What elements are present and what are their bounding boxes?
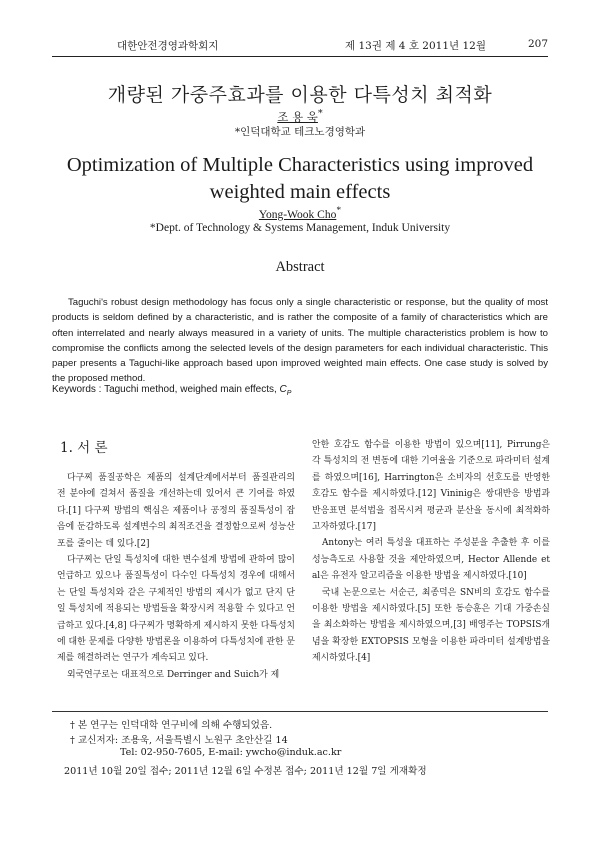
korean-author-mark: *	[317, 108, 323, 119]
footnote-contact: Tel: 02-950-7605, E-mail: ywcho@induk.ac.kr	[120, 747, 342, 758]
paragraph: Antony는 여러 특성을 대표하는 주성분을 추출한 후 이를 성능측도로 사용할 것을 제안하였으며, Hector Allende et al은 유전자 알고리즘을 이용한 방법을 제시하였다.[10]	[312, 538, 550, 582]
paragraph: 다구찌 품질공학은 제품의 설계단계에서부터 품질관리의 전 분야에 걸쳐서 품질을 개선하는데 있어서 큰 기여를 하였다.[1] 다구찌 방법의 핵심은 제품이나 공정의 품질특성이 잡음에 둔감하도록 설계변수의 최적조건을 결정함으로써 성능산포를 줄이는 데 있다.[2]	[57, 473, 295, 549]
footnote-dates: 2011년 10월 20일 접수; 2011년 12월 6일 수정본 접수; 2011년 12월 7일 게재확정	[64, 766, 427, 777]
english-title-line2: weighted main effects	[209, 181, 391, 203]
korean-title: 개량된 가중주효과를 이용한 다특성치 최적화	[107, 84, 493, 106]
paragraph: 안한 호감도 함수를 이용한 방법이 있으며[11], Pirrung은 각 특성치의 전 변동에 대한 기여율을 기준으로 파라미터 설계를 하였으며[16], Harrington은 소비자의 선호도를 반영한 호감도 함수를 제시하였다.[12] Vininig은 쌍대반응 방법과 반응표면 분석법을 접목시켜 평균과 분산을 동시에 최적화하고자하였다.[17]	[312, 440, 550, 533]
footnote-funding: † 본 연구는 인덕대학 연구비에 의해 수행되었음.	[70, 720, 273, 731]
abstract-text: Taguchi's robust design methodology has focus only a single characteristic or response, but the quality of most products is seldom defined by a characteristic, and is rather the composite of a family of characteristics which are often interrelated and nearly always measured in a variety of units. The multiple characteristics problem is how to compromise the conflicts among the selected levels of the design parameters for each individual characteristic. This paper presents a Taguchi-like approach based upon improved weighted main effects. One case study is solved by the proposed method.	[52, 297, 548, 385]
header-rule	[52, 56, 548, 57]
keywords-text: Taguchi method, weighed main effects,	[104, 384, 280, 395]
english-title-line1: Optimization of Multiple Characteristics using improved	[66, 154, 534, 176]
footnote-corresponding: † 교신저자: 조용욱, 서울특별시 노원구 초안산길 14	[70, 735, 288, 746]
page-number: 207	[527, 38, 548, 50]
journal-name: 대한안전경영과학회지	[117, 40, 219, 52]
keywords	[52, 384, 548, 397]
left-column	[57, 470, 295, 683]
korean-author	[0, 108, 600, 125]
section-heading: 1. 서 론	[60, 440, 108, 456]
keywords-label: Keywords :	[52, 384, 105, 395]
keywords-symbol: C	[279, 384, 287, 395]
english-author-mark: *	[336, 205, 342, 216]
paragraph: 다구찌는 단일 특성치에 대한 변수설계 방법에 관하여 많이 언급하고 있으나 품질특성이 다수인 다특성치 경우에 대해서는 단일 특성치와 같은 구체적인 방법의 제시가 없고 단지 단일 특성치에 적용되는 방법들을 확장시켜 적용할 수 있다고 언급하고 있다.[4,8] 다구찌가 명확하게 제시하지 못한 다특성치에 대한 문제를 다양한 방법론을 이용하여 다특성치에 관한 문제를 해결하려는 연구가 계속되고 있다.	[57, 555, 295, 664]
english-author	[0, 205, 600, 221]
footnote-rule	[52, 711, 548, 712]
issue-info: 제 13권 제 4 호 2011년 12월	[345, 40, 487, 52]
paragraph: 국내 논문으로는 서순근, 최종덕은 SN비의 호감도 함수를 이용한 방법을 제시하였다.[5] 또한 동승훈은 기대 가중손실을 최소화하는 방법을 제시하였으며,[3] 배영주는 TOPSIS개념을 확장한 EXTOPSIS 모형을 이용한 파라미터 설계방법을 제시하였다.[4]	[312, 587, 550, 664]
korean-affiliation: *인덕대학교 테크노경영학과	[234, 126, 366, 138]
keywords-subscript: P	[286, 390, 292, 397]
english-affiliation: *Dept. of Technology & Systems Management, Induk University	[149, 222, 451, 234]
right-column	[312, 437, 550, 667]
english-author-name: Yong-Wook Cho	[258, 208, 337, 221]
abstract-heading: Abstract	[275, 259, 325, 275]
korean-author-name: 조 용 욱	[277, 109, 318, 124]
paragraph: 외국연구로는 대표적으로 Derringer and Suich가 제	[67, 669, 280, 680]
